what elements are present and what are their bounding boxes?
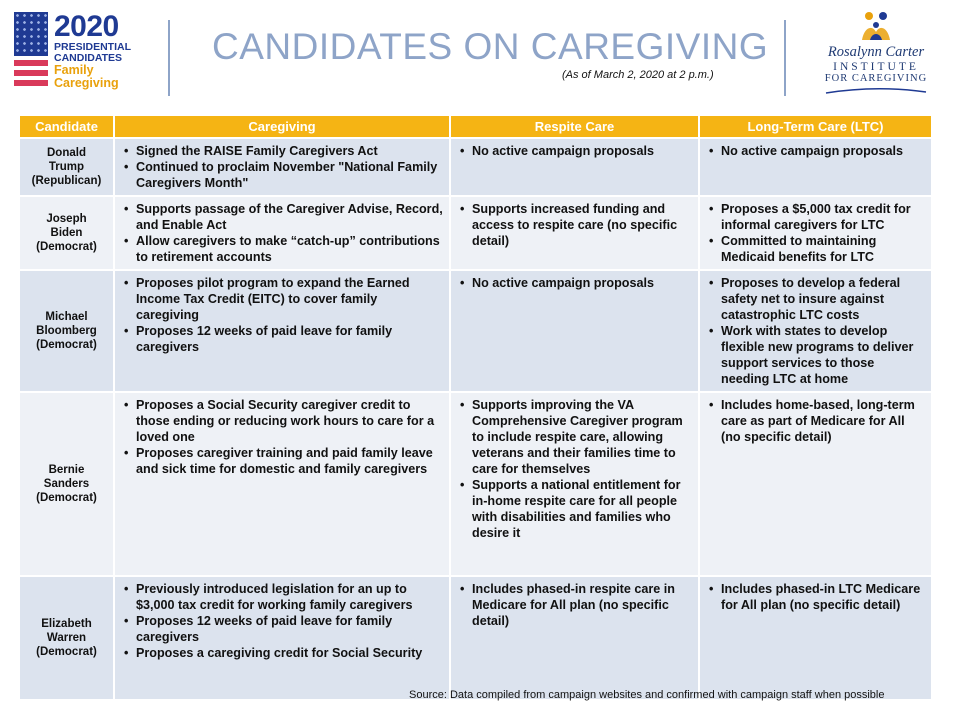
respite-cell bbox=[450, 392, 699, 576]
list-item: • No active campaign proposals bbox=[472, 143, 692, 159]
candidate-last-name: Warren bbox=[46, 632, 87, 644]
list-item: • Allow caregivers to make “catch-up” contributions to retirement accounts bbox=[136, 233, 443, 265]
candidate-party: (Democrat) bbox=[36, 241, 97, 253]
family-figures-icon bbox=[856, 10, 896, 44]
list-item: • Committed to maintaining Medicaid benefits for LTC bbox=[721, 233, 925, 265]
list-item: • Supports increased funding and access to respite care (no specific detail) bbox=[472, 201, 692, 249]
candidate-cell bbox=[19, 138, 114, 196]
caregiving-cell bbox=[114, 576, 450, 700]
candidate-party: (Republican) bbox=[31, 175, 102, 187]
org-line-2: INSTITUTE bbox=[833, 61, 919, 73]
candidate-cell bbox=[19, 576, 114, 700]
header-divider-right bbox=[784, 20, 786, 96]
presidential-candidates-logo bbox=[14, 12, 134, 98]
list-item: • Proposes 12 weeks of paid leave for family caregivers bbox=[136, 613, 443, 645]
list-item: • Proposes a Social Security caregiver credit to those ending or reducing work hours to care for a loved one bbox=[136, 397, 443, 445]
candidate-first-name: Michael bbox=[45, 311, 88, 323]
list-item: • Includes phased-in LTC Medicare for All plan (no specific detail) bbox=[721, 581, 925, 613]
candidate-party: (Democrat) bbox=[36, 646, 97, 658]
list-item: • No active campaign proposals bbox=[721, 143, 925, 159]
candidate-party: (Democrat) bbox=[36, 339, 97, 351]
logo-line-2: CANDIDATES bbox=[54, 52, 123, 64]
logo-line-3: Family bbox=[54, 63, 94, 77]
candidate-last-name: Biden bbox=[50, 227, 83, 239]
swoosh-icon bbox=[821, 87, 931, 97]
table-row bbox=[19, 138, 932, 196]
candidate-first-name: Joseph bbox=[46, 213, 87, 225]
list-item: • Work with states to develop flexible new programs to deliver support services to those needing LTC at home bbox=[721, 323, 925, 387]
candidate-last-name: Sanders bbox=[43, 478, 90, 490]
candidate-last-name: Bloomberg bbox=[36, 325, 97, 337]
table-row bbox=[19, 576, 932, 700]
table-row bbox=[19, 392, 932, 576]
list-item: • Continued to proclaim November "National Family Caregivers Month" bbox=[136, 159, 443, 191]
list-item: • No active campaign proposals bbox=[472, 275, 692, 291]
ltc-cell bbox=[699, 392, 932, 576]
candidates-table bbox=[18, 114, 933, 701]
logo-line-4: Caregiving bbox=[54, 76, 119, 90]
candidate-cell bbox=[19, 196, 114, 270]
list-item: • Signed the RAISE Family Caregivers Act bbox=[136, 143, 443, 159]
flag-icon bbox=[14, 12, 48, 92]
caregiving-cell bbox=[114, 392, 450, 576]
list-item: • Proposes to develop a federal safety net to insure against catastrophic LTC costs bbox=[721, 275, 925, 323]
logo-line-1: PRESIDENTIAL bbox=[54, 41, 132, 53]
candidate-party: (Democrat) bbox=[36, 492, 97, 504]
page-title: CANDIDATES ON CAREGIVING bbox=[212, 26, 769, 67]
list-item: • Proposes caregiver training and paid family leave and sick time for domestic and family caregivers bbox=[136, 445, 443, 477]
list-item: • Proposes a $5,000 tax credit for informal caregivers for LTC bbox=[721, 201, 925, 233]
source-note: Source: Data compiled from campaign websites and confirmed with campaign staff when possible bbox=[409, 689, 885, 701]
list-item: • Previously introduced legislation for an up to $3,000 tax credit for working family caregivers bbox=[136, 581, 443, 613]
caregiving-cell bbox=[114, 270, 450, 392]
header-divider-left bbox=[168, 20, 170, 96]
respite-cell bbox=[450, 196, 699, 270]
ltc-cell bbox=[699, 576, 932, 700]
list-item: • Supports improving the VA Comprehensive Caregiver program to include respite care, allowing veterans and their families time to care for themselves bbox=[472, 397, 692, 477]
candidate-first-name: Donald bbox=[47, 147, 86, 159]
list-item: • Proposes pilot program to expand the Earned Income Tax Credit (EITC) to cover family caregiving bbox=[136, 275, 443, 323]
column-header-caregiving: Caregiving bbox=[114, 115, 450, 138]
logo-year: 2020 bbox=[54, 10, 119, 43]
candidate-first-name: Bernie bbox=[48, 464, 85, 476]
page-header bbox=[0, 0, 955, 110]
rosalynn-carter-institute-logo bbox=[806, 10, 946, 100]
page-subtitle: (As of March 2, 2020 at 2 p.m.) bbox=[562, 69, 714, 81]
column-header-respite-care: Respite Care bbox=[450, 115, 699, 138]
respite-cell bbox=[450, 270, 699, 392]
candidate-first-name: Elizabeth bbox=[41, 618, 92, 630]
table-row bbox=[19, 196, 932, 270]
respite-cell bbox=[450, 138, 699, 196]
table-header-row bbox=[19, 115, 932, 138]
list-item: • Supports a national entitlement for in-home respite care for all people with disabilities and families who desire it bbox=[472, 477, 692, 541]
org-name: Rosalynn Carter bbox=[827, 44, 925, 60]
respite-cell bbox=[450, 576, 699, 700]
candidate-cell bbox=[19, 392, 114, 576]
caregiving-cell bbox=[114, 196, 450, 270]
list-item: • Proposes a caregiving credit for Social Security bbox=[136, 645, 443, 661]
org-line-3: FOR CAREGIVING bbox=[824, 73, 928, 84]
ltc-cell bbox=[699, 138, 932, 196]
ltc-cell bbox=[699, 196, 932, 270]
table-row bbox=[19, 270, 932, 392]
column-header-candidate: Candidate bbox=[19, 115, 114, 138]
candidate-cell bbox=[19, 270, 114, 392]
list-item: • Includes phased-in respite care in Medicare for All plan (no specific detail) bbox=[472, 581, 692, 629]
column-header-long-term-care: Long-Term Care (LTC) bbox=[699, 115, 932, 138]
list-item: • Supports passage of the Caregiver Advise, Record, and Enable Act bbox=[136, 201, 443, 233]
ltc-cell bbox=[699, 270, 932, 392]
list-item: • Proposes 12 weeks of paid leave for family caregivers bbox=[136, 323, 443, 355]
candidate-last-name: Trump bbox=[48, 161, 85, 173]
caregiving-cell bbox=[114, 138, 450, 196]
list-item: • Includes home-based, long-term care as part of Medicare for All (no specific detail) bbox=[721, 397, 925, 445]
